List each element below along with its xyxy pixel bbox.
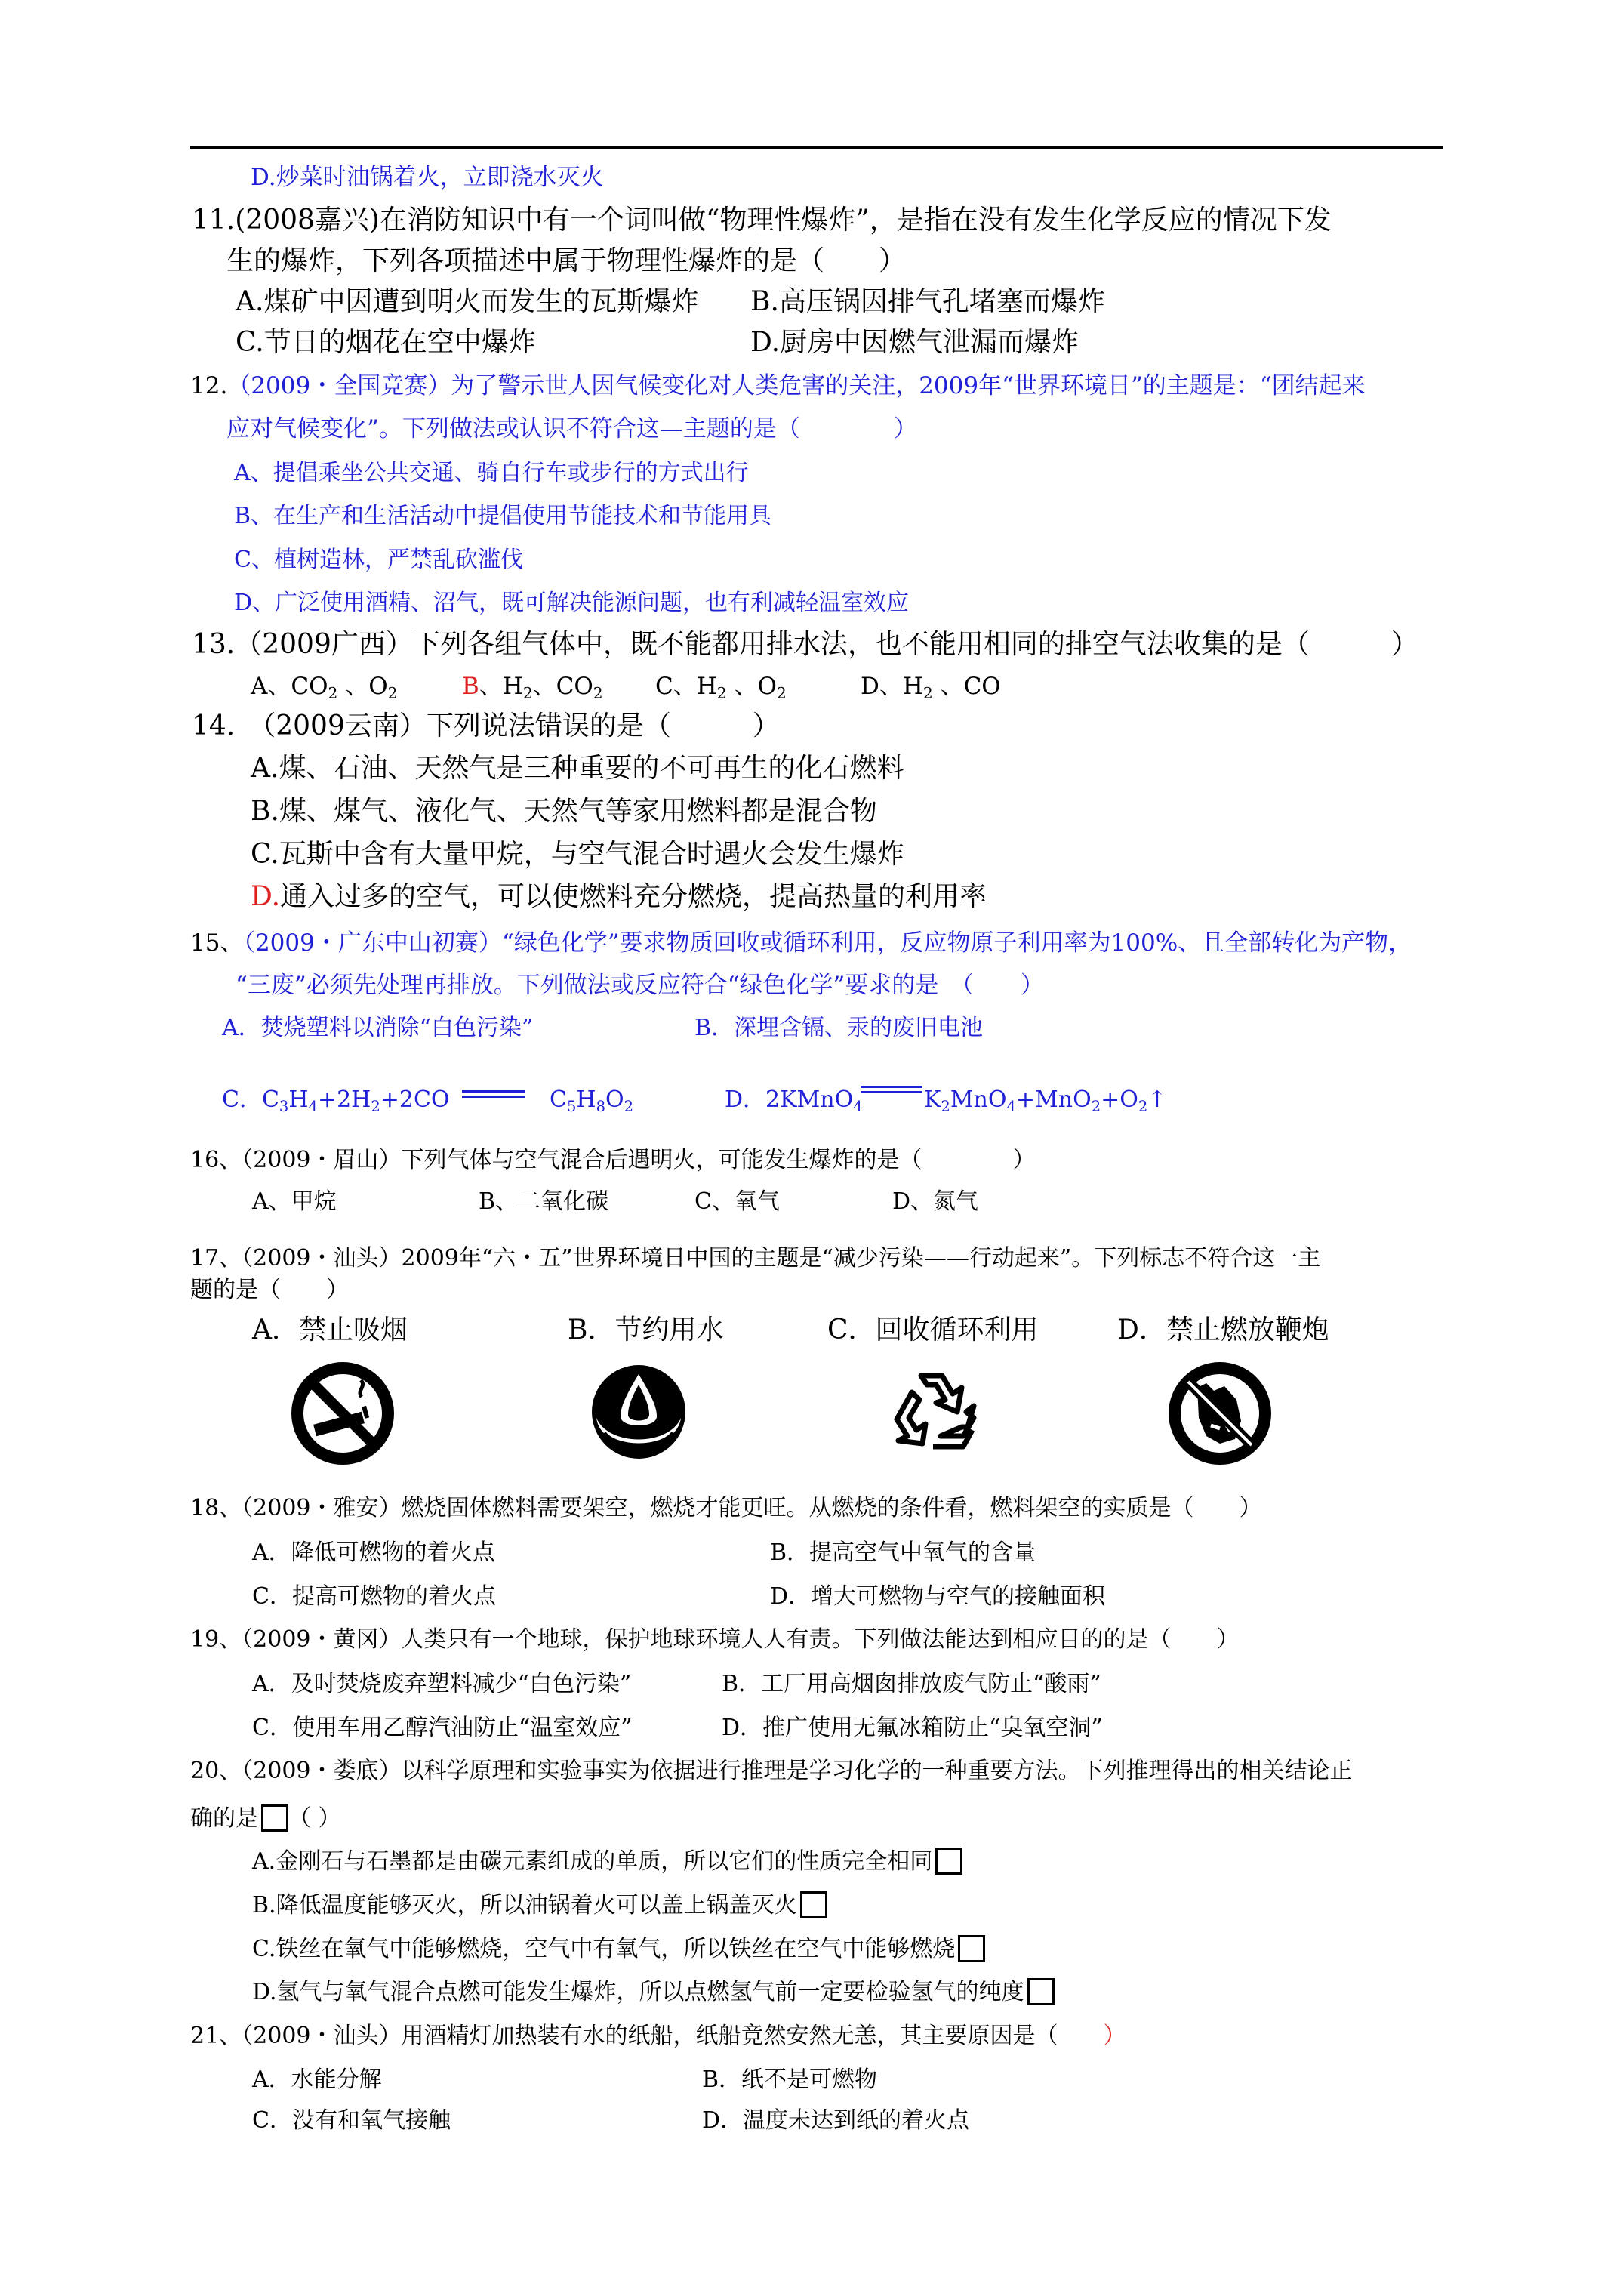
q14-stem: 14. （2009云南）下列说法错误的是（ ） [192,710,780,741]
q11-option-d: D.厨房中因燃气泄漏而爆炸 [750,327,1079,358]
q16-option-b: B、二氧化碳 [479,1188,609,1215]
q20-option-c: C.铁丝在氧气中能够燃烧，空气中有氧气，所以铁丝在空气中能够燃烧 [252,1935,985,1962]
q20-option-a-box [935,1848,962,1875]
q21-stem: 21、（2009・汕头）用酒精灯加热装有水的纸船，纸船竟然安然无恙，其主要原因是（ ） [190,2023,1126,2049]
q11-option-a: A.煤矿中因遭到明火而发生的瓦斯爆炸 [236,286,699,317]
q15-stem-line2: “三废”必须先处理再排放。下列做法或反应符合“绿色化学”要求的是 （ ） [236,972,1044,999]
q20-answer-box [261,1804,288,1832]
no-firecrackers-icon [1167,1361,1273,1466]
q20-stem-line2: 确的是 （ ） [190,1805,341,1832]
q19-option-d: D．推广使用无氟冰箱防止“臭氧空洞” [722,1715,1103,1741]
q12-option-a: A、提倡乘坐公共交通、骑自行车或步行的方式出行 [234,460,749,486]
q19-option-a: A．及时焚烧废弃塑料减少“白色污染” [252,1671,632,1697]
q20-stem-line1: 20、（2009・娄底）以科学原理和实验事实为依据进行推理是学习化学的一种重要方法。下列推理得出的相关结论正 [190,1758,1353,1784]
q11-stem-line2: 生的爆炸，下列各项描述中属于物理性爆炸的是（ ） [226,245,907,276]
q16-option-c: C、氧气 [694,1188,780,1215]
q11-option-c: C.节日的烟花在空中爆炸 [236,327,536,358]
q15-option-c-equals-sign [462,1090,525,1098]
q12-stem-text: （2009・全国竞赛）为了警示世人因气候变化对人类危害的关注，2009年“世界环境日”的主题是：“团结起来 [227,372,1366,399]
q13-option-a: A、$CO_2$ 、$O_2$ [251,673,398,703]
q19-option-b: B．工厂用高烟囱排放废气防止“酸雨” [722,1671,1101,1697]
q16-stem: 16、（2009・眉山）下列气体与空气混合后遇明火，可能发生爆炸的是（ ） [190,1147,1036,1173]
q12-option-d: D、广泛使用酒精、沼气，既可解决能源问题，也有利减轻温室效应 [234,590,910,616]
q20-option-b: B.降低温度能够灭火，所以油锅着火可以盖上锅盖灭火 [252,1891,827,1918]
q17-option-b: B．节约用水 [568,1314,724,1345]
q15-option-c-products: $C_5H_8O_2$ [550,1086,634,1115]
water-saving-icon [586,1358,691,1471]
q10-option-d: D.炒菜时油锅着火，立即浇水灭火 [251,164,604,191]
q17-stem-line2: 题的是（ ） [190,1277,349,1303]
q13-option-d: D、$H_2$ 、CO [861,673,1001,703]
q13-option-b: B、$H_2$、$CO_2$ [462,673,603,703]
q15-option-c-reactants: C．$C_3H_4+2H_2+2CO$ [222,1086,450,1115]
q13-stem: 13.（2009广西）下列各组气体中，既不能都用排水法，也不能用相同的排空气法收集的是（ ） [192,629,1418,660]
q18-stem: 18、（2009・雅安）燃烧固体燃料需要架空，燃烧才能更旺。从燃烧的条件看，燃料架空的实质是（ ） [190,1495,1262,1521]
q12-number: 12. [190,372,228,399]
q14-option-c: C.瓦斯中含有大量甲烷，与空气混合时遇火会发生爆炸 [251,839,904,870]
q17-stem-line1: 17、（2009・汕头）2009年“六・五”世界环境日中国的主题是“减少污染——行动起来”。下列标志不符合这一主 [190,1245,1321,1271]
q17-option-d: D．禁止燃放鞭炮 [1117,1314,1329,1345]
q20-option-d-box [1027,1978,1055,2005]
q15-stem-line1: 15、（2009・广东中山初赛）“绿色化学”要求物质回收或循环利用，反应物原子利用率为100%、且全部转化为产物， [190,929,1412,957]
q17-option-c: C．回收循环利用 [827,1314,1039,1345]
q19-stem: 19、（2009・黄冈）人类只有一个地球，保护地球环境人人有责。下列做法能达到相应目的的是（ ） [190,1626,1240,1653]
q20-option-a: A.金刚石与石墨都是由碳元素组成的单质，所以它们的性质完全相同 [252,1848,962,1875]
q15-option-a: A．焚烧塑料以消除“白色污染” [222,1015,534,1041]
no-smoking-icon [290,1361,396,1466]
q13-option-c: C、$H_2$ 、$O_2$ [655,673,787,703]
q19-option-c: C．使用车用乙醇汽油防止“温室效应” [252,1715,633,1741]
q12-stem-line2: 应对气候变化”。下列做法或认识不符合这—主题的是（ ） [226,415,917,442]
q12-option-b: B、在生产和生活活动中提倡使用节能技术和节能用具 [234,503,772,529]
q14-option-a: A.煤、石油、天然气是三种重要的不可再生的化石燃料 [251,753,904,784]
q21-option-a: A．水能分解 [252,2066,382,2093]
q21-option-b: B．纸不是可燃物 [702,2066,878,2093]
q15-option-d-equals-sign [861,1086,922,1093]
header-rule [190,146,1443,149]
q18-option-c: C．提高可燃物的着火点 [252,1583,496,1610]
q11-option-b: B.高压锅因排气孔堵塞而爆炸 [750,286,1105,317]
q18-option-b: B．提高空气中氧气的含量 [770,1539,1036,1566]
q11-stem-line1: 11.(2008嘉兴)在消防知识中有一个词叫做“物理性爆炸”，是指在没有发生化学反应的情况下发 [192,205,1332,236]
q15-option-d-reactants: D．2KMnO$_4$ [725,1086,863,1115]
q20-option-b-box [800,1891,827,1918]
q21-option-d: D．温度未达到纸的着火点 [702,2107,970,2134]
q21-option-c: C．没有和氧气接触 [252,2107,451,2134]
q14-option-d: D.通入过多的空气，可以使燃料充分燃烧，提高热量的利用率 [251,881,987,912]
q12-option-c: C、植树造林，严禁乱砍滥伐 [234,547,523,573]
q18-option-d: D．增大可燃物与空气的接触面积 [770,1583,1106,1610]
q17-option-a: A．禁止吸烟 [252,1314,408,1345]
q16-option-d: D、氮气 [892,1188,979,1215]
q16-option-a: A、甲烷 [252,1188,337,1215]
q15-option-b: B．深埋含镉、汞的废旧电池 [694,1015,984,1041]
q12-stem-line1 [190,374,1366,398]
q20-option-d: D.氢气与氧气混合点燃可能发生爆炸，所以点燃氢气前一定要检验氢气的纯度 [252,1978,1055,2005]
q20-option-c-box [958,1935,985,1962]
q14-option-b: B.煤、煤气、液化气、天然气等家用燃料都是混合物 [251,796,877,827]
q15-option-d-products: $K_2MnO_4+MnO_2+O_2↑$ [924,1086,1167,1115]
q18-option-a: A．降低可燃物的着火点 [252,1539,495,1566]
recycling-icon [879,1358,984,1471]
